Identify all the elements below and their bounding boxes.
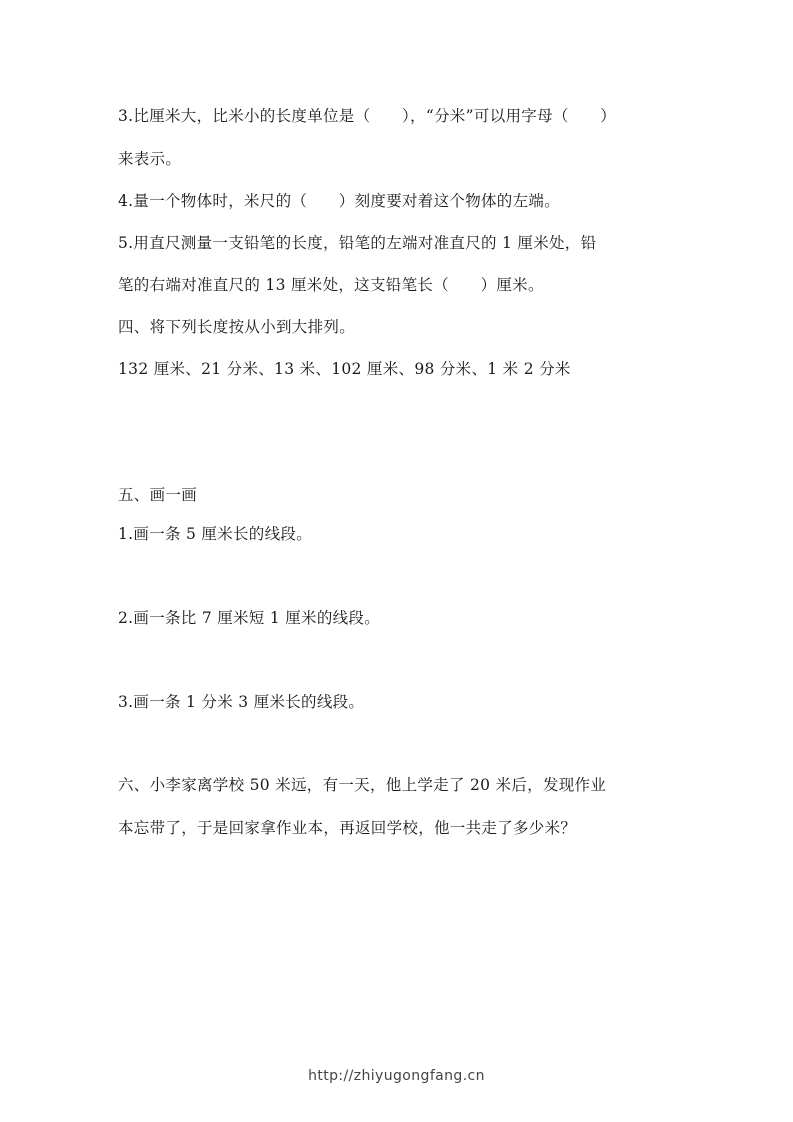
section-6-line-2: 本忘带了，于是回家拿作业本，再返回学校，他一共走了多少米？: [118, 819, 577, 837]
question-4: 4.量一个物体时，米尺的（ ）刻度要对着这个物体的左端。: [118, 192, 560, 210]
draw-task-1: 1.画一条 5 厘米长的线段。: [118, 525, 313, 543]
section-4-lengths: 132 厘米、21 分米、13 米、102 厘米、98 分米、1 米 2 分米: [118, 360, 571, 378]
section-6-line-1: 六、小李家离学校 50 米远，有一天，他上学走了 20 米后，发现作业: [118, 776, 607, 794]
footer-url: http://zhiyugongfang.cn: [308, 1068, 485, 1084]
question-3-line-1: 3.比厘米大，比米小的长度单位是（ ），“分米”可以用字母（ ）: [118, 107, 617, 125]
draw-task-2: 2.画一条比 7 厘米短 1 厘米的线段。: [118, 609, 381, 627]
section-4-heading: 四、将下列长度按从小到大排列。: [118, 318, 356, 336]
draw-task-3: 3.画一条 1 分米 3 厘米长的线段。: [118, 693, 365, 711]
question-5-line-2: 笔的右端对准直尺的 13 厘米处，这支铅笔长（ ）厘米。: [118, 276, 544, 294]
question-5-line-1: 5.用直尺测量一支铅笔的长度，铅笔的左端对准直尺的 1 厘米处，铅: [118, 234, 597, 252]
question-3-line-2: 来表示。: [118, 150, 182, 168]
section-5-heading: 五、画一画: [118, 486, 198, 504]
